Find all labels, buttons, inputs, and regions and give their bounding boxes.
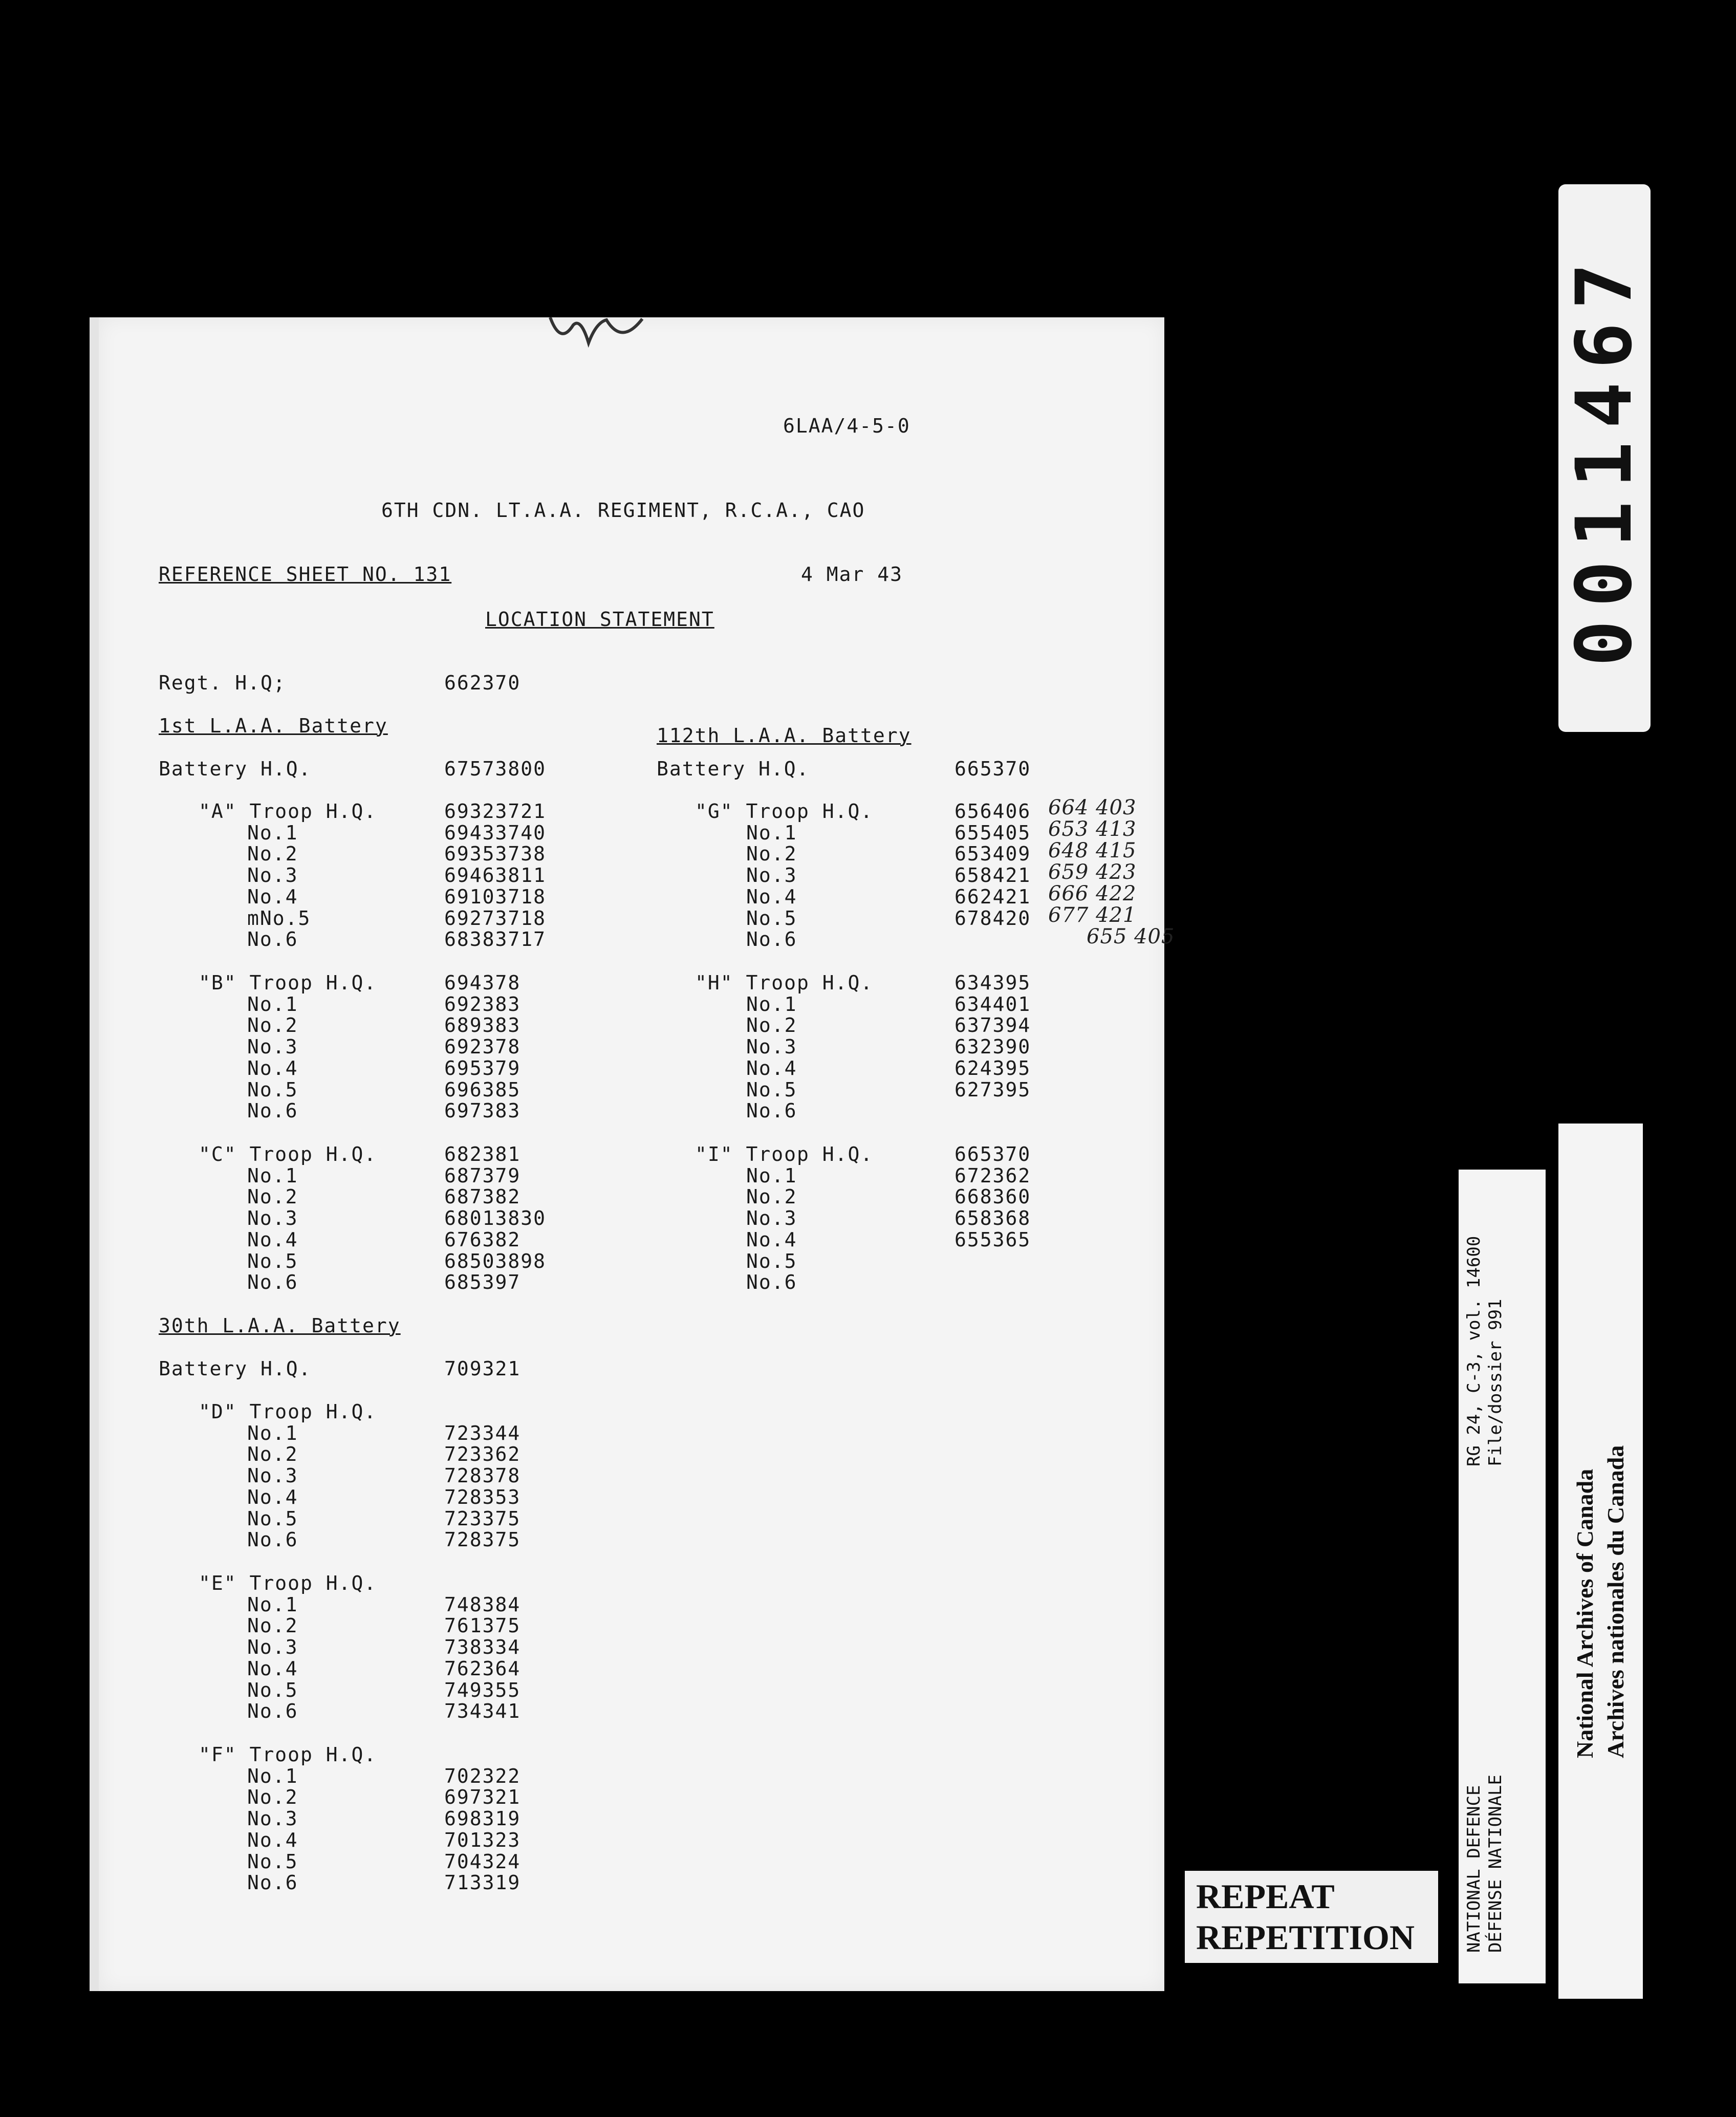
gun-position-label: No.1: [247, 1593, 298, 1616]
grid-reference: 665370: [954, 1143, 1031, 1165]
grid-reference: 637394: [954, 1014, 1031, 1037]
grid-reference: 738334: [444, 1636, 521, 1659]
regt-hq-ref: 662370: [444, 672, 521, 694]
grid-reference: 696385: [444, 1078, 521, 1101]
grid-reference: 723375: [444, 1507, 521, 1530]
grid-reference: 682381: [444, 1143, 521, 1165]
frame-number: 0011467: [1560, 249, 1649, 667]
gun-position-label: No.6: [247, 1099, 298, 1122]
grid-reference: 697321: [444, 1786, 521, 1809]
troop-hq-label: "F" Troop H.Q.: [199, 1743, 377, 1766]
grid-reference: 655405: [954, 821, 1031, 844]
troop-hq-label: "D" Troop H.Q.: [199, 1400, 377, 1423]
gun-position-label: No.2: [247, 1443, 298, 1466]
gun-position-label: No.2: [746, 1185, 797, 1208]
troop-hq-label: "A" Troop H.Q.: [199, 800, 377, 823]
gun-position-label: No.2: [247, 1014, 298, 1037]
gun-position-label: No.3: [247, 1464, 298, 1487]
battery-112-hq-label: Battery H.Q.: [657, 758, 810, 780]
grid-reference: 695379: [444, 1056, 521, 1079]
gun-position-label: No.5: [247, 1850, 298, 1873]
gun-position-label: No.4: [247, 885, 298, 908]
handwritten-correction: 659 423: [1048, 860, 1137, 884]
record-group-reference: RG 24, C-3, vol. 14600: [1464, 1236, 1484, 1466]
gun-position-label: No.5: [746, 906, 797, 930]
troop-hq-label: "G" Troop H.Q.: [695, 800, 874, 823]
gun-position-label: No.2: [746, 1014, 797, 1037]
grid-reference: 672362: [954, 1164, 1031, 1187]
gun-position-label: No.4: [247, 1485, 298, 1508]
gun-position-label: No.1: [247, 1164, 298, 1187]
troop-hq-label: "H" Troop H.Q.: [695, 971, 874, 994]
grid-reference: 692383: [444, 992, 521, 1016]
initials-scribble: [545, 315, 647, 351]
troop-hq-label: "E" Troop H.Q.: [199, 1572, 377, 1594]
grid-reference: 69103718: [444, 885, 547, 908]
battery-30-hq-label: Battery H.Q.: [159, 1357, 312, 1380]
battery-30-hq-ref: 709321: [444, 1357, 521, 1380]
gun-position-label: No.5: [746, 1078, 797, 1101]
file-dossier-reference: File/dossier 991: [1485, 1299, 1506, 1466]
grid-reference: 627395: [954, 1078, 1031, 1101]
gun-position-label: No.6: [746, 1271, 797, 1294]
gun-position-label: No.2: [746, 843, 797, 866]
handwritten-correction: 677 421: [1048, 903, 1137, 927]
grid-reference: 701323: [444, 1828, 521, 1851]
gun-position-label: No.5: [247, 1678, 298, 1701]
grid-reference: 69463811: [444, 864, 547, 887]
repeat-french: REPETITION: [1196, 1918, 1415, 1957]
gun-position-label: No.6: [746, 928, 797, 951]
department-french: DÉFENSE NATIONALE: [1485, 1775, 1506, 1953]
gun-position-label: No.3: [746, 1207, 797, 1230]
gun-position-label: No.6: [247, 1271, 298, 1294]
grid-reference: 702322: [444, 1764, 521, 1787]
gun-position-label: No.5: [247, 1078, 298, 1101]
gun-position-label: No.3: [247, 1207, 298, 1230]
gun-position-label: No.2: [247, 1614, 298, 1637]
grid-reference: 662421: [954, 885, 1031, 908]
grid-reference: 624395: [954, 1056, 1031, 1079]
grid-reference: 728353: [444, 1485, 521, 1508]
grid-reference: 658421: [954, 864, 1031, 887]
grid-reference: 748384: [444, 1593, 521, 1616]
grid-reference: 762364: [444, 1657, 521, 1680]
gun-position-label: No.3: [247, 1807, 298, 1830]
document-heading: LOCATION STATEMENT: [485, 608, 714, 631]
repeat-label: [1185, 1871, 1438, 1963]
grid-reference: 698319: [444, 1807, 521, 1830]
grid-reference: 678420: [954, 906, 1031, 930]
handwritten-correction: 653 413: [1048, 817, 1137, 841]
troop-hq-label: "C" Troop H.Q.: [199, 1143, 377, 1165]
grid-reference: 685397: [444, 1271, 521, 1294]
gun-position-label: No.4: [746, 1056, 797, 1079]
gun-position-label: No.1: [247, 992, 298, 1016]
handwritten-correction: 655 405: [1087, 925, 1175, 948]
gun-position-label: No.5: [247, 1249, 298, 1272]
gun-position-label: No.6: [247, 1871, 298, 1894]
gun-position-label: No.4: [746, 1228, 797, 1251]
grid-reference: 68503898: [444, 1249, 547, 1272]
gun-position-label: No.4: [247, 1657, 298, 1680]
gun-position-label: No.1: [247, 1764, 298, 1787]
grid-reference: 697383: [444, 1099, 521, 1122]
grid-reference: 634401: [954, 992, 1031, 1016]
gun-position-label: No.2: [247, 843, 298, 866]
grid-reference: 69433740: [444, 821, 547, 844]
grid-reference: 687382: [444, 1185, 521, 1208]
gun-position-label: No.3: [746, 864, 797, 887]
gun-position-label: No.6: [247, 1528, 298, 1551]
reference-sheet-number: REFERENCE SHEET NO. 131: [159, 563, 452, 586]
grid-reference: 728375: [444, 1528, 521, 1551]
document-title: 6TH CDN. LT.A.A. REGIMENT, R.C.A., CAO: [381, 499, 865, 522]
grid-reference: 658368: [954, 1207, 1031, 1230]
grid-reference: 687379: [444, 1164, 521, 1187]
troop-hq-label: "I" Troop H.Q.: [695, 1143, 874, 1165]
gun-position-label: No.2: [247, 1185, 298, 1208]
gun-position-label: No.3: [746, 1035, 797, 1058]
gun-position-label: No.1: [746, 821, 797, 844]
battery-1-heading: 1st L.A.A. Battery: [159, 715, 388, 737]
gun-position-label: No.6: [247, 1700, 298, 1723]
grid-reference: 668360: [954, 1185, 1031, 1208]
handwritten-correction: 648 415: [1048, 839, 1137, 862]
gun-position-label: mNo.5: [247, 906, 311, 930]
gun-position-label: No.1: [746, 992, 797, 1016]
archives-strip: [1558, 1124, 1643, 1999]
grid-reference: 69353738: [444, 843, 547, 866]
gun-position-label: No.1: [746, 1164, 797, 1187]
grid-reference: 749355: [444, 1678, 521, 1701]
battery-112-hq-ref: 665370: [954, 758, 1031, 780]
file-reference: 6LAA/4-5-0: [783, 415, 910, 437]
battery-1-hq-ref: 67573800: [444, 758, 547, 780]
grid-reference: 723362: [444, 1443, 521, 1466]
gun-position-label: No.4: [746, 885, 797, 908]
grid-reference: 689383: [444, 1014, 521, 1037]
grid-reference: 632390: [954, 1035, 1031, 1058]
handwritten-correction: 664 403: [1048, 796, 1137, 819]
grid-reference: 734341: [444, 1700, 521, 1723]
battery-30-heading: 30th L.A.A. Battery: [159, 1314, 401, 1337]
archives-french: Archives nationales du Canada: [1602, 1445, 1629, 1758]
battery-112-heading: 112th L.A.A. Battery: [657, 724, 912, 747]
frame-number-strip: [1558, 184, 1651, 732]
gun-position-label: No.4: [247, 1828, 298, 1851]
grid-reference: 713319: [444, 1871, 521, 1894]
gun-position-label: No.2: [247, 1786, 298, 1809]
grid-reference: 69273718: [444, 906, 547, 930]
grid-reference: 692378: [444, 1035, 521, 1058]
grid-reference: 694378: [444, 971, 521, 994]
repeat-english: REPEAT: [1196, 1877, 1335, 1916]
reference-strip: [1459, 1170, 1546, 1983]
grid-reference: 634395: [954, 971, 1031, 994]
grid-reference: 68013830: [444, 1207, 547, 1230]
grid-reference: 69323721: [444, 800, 547, 823]
grid-reference: 728378: [444, 1464, 521, 1487]
grid-reference: 676382: [444, 1228, 521, 1251]
gun-position-label: No.6: [247, 928, 298, 951]
gun-position-label: No.3: [247, 1035, 298, 1058]
battery-1-hq-label: Battery H.Q.: [159, 758, 312, 780]
gun-position-label: No.6: [746, 1099, 797, 1122]
grid-reference: 704324: [444, 1850, 521, 1873]
regt-hq-label: Regt. H.Q;: [159, 672, 286, 694]
department-english: NATIONAL DEFENCE: [1464, 1785, 1484, 1953]
grid-reference: 723344: [444, 1421, 521, 1444]
grid-reference: 656406: [954, 800, 1031, 823]
grid-reference: 68383717: [444, 928, 547, 951]
grid-reference: 655365: [954, 1228, 1031, 1251]
handwritten-correction: 666 422: [1048, 882, 1137, 905]
document-date: 4 Mar 43: [801, 563, 903, 586]
gun-position-label: No.3: [247, 1636, 298, 1659]
gun-position-label: No.3: [247, 864, 298, 887]
troop-hq-label: "B" Troop H.Q.: [199, 971, 377, 994]
gun-position-label: No.5: [247, 1507, 298, 1530]
gun-position-label: No.4: [247, 1228, 298, 1251]
gun-position-label: No.4: [247, 1056, 298, 1079]
grid-reference: 653409: [954, 843, 1031, 866]
gun-position-label: No.1: [247, 1421, 298, 1444]
gun-position-label: No.1: [247, 821, 298, 844]
archives-english: National Archives of Canada: [1572, 1468, 1598, 1758]
gun-position-label: No.5: [746, 1249, 797, 1272]
grid-reference: 761375: [444, 1614, 521, 1637]
